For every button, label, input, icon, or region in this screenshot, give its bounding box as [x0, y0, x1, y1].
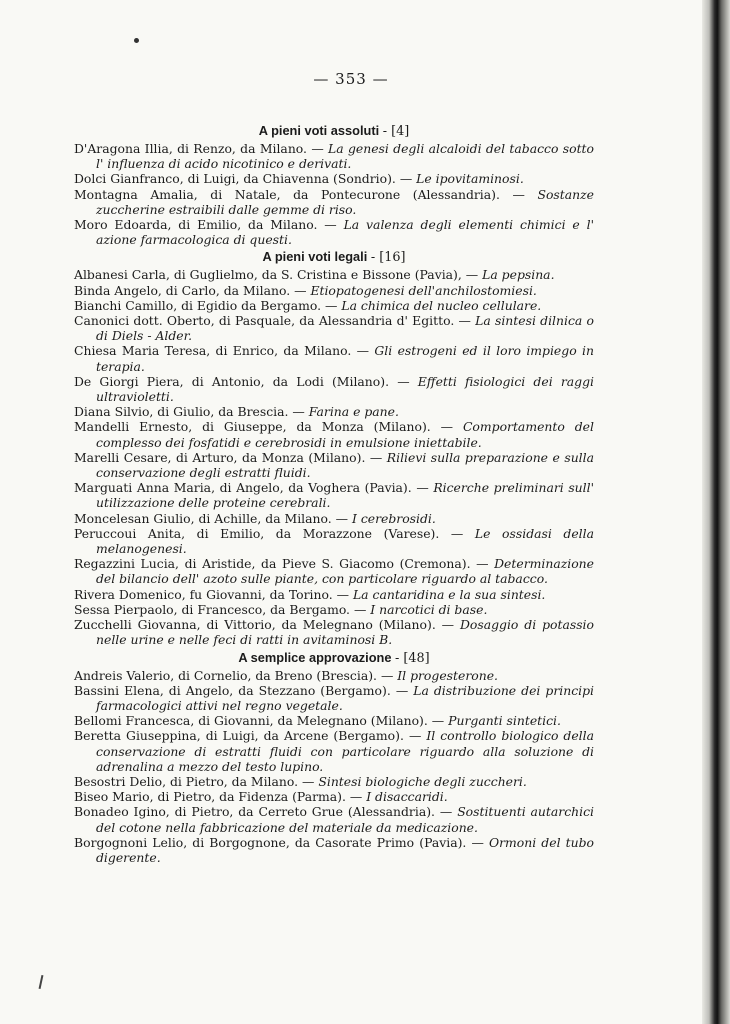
entry-title: La valenza degli elementi chimici e l' azione farmacologica di questi. — [96, 217, 594, 248]
thesis-entry — [74, 683, 594, 713]
entry-dash: — — [380, 667, 394, 683]
entry-author: Marelli Cesare, di Arturo, da Monza (Milano). — [74, 449, 366, 465]
entry-author: Bellomi Francesca, di Giovanni, da Melegnano (Milano). — [74, 713, 428, 729]
entry-title: Effetti fisiologici dei raggi ultravioletti. — [96, 373, 594, 405]
thesis-entry — [74, 187, 594, 217]
entry-author: Albanesi Carla, di Guglielmo, da S. Cristina e Bissone (Pavia), — [74, 267, 462, 283]
section-count: - [16] — [370, 250, 406, 266]
entry-dash: — — [292, 404, 305, 420]
thesis-entry — [74, 774, 594, 789]
entry-title: La genesi degli alcaloidi del tabacco sotto l' influenza di acido nicotinico e derivati. — [96, 141, 594, 172]
entry-title: Farina e pane. — [308, 404, 399, 420]
entry-author: Peruccoui Anita, di Emilio, da Morazzone (Varese). — [74, 525, 440, 541]
entry-title: Rilievi sulla preparazione e sulla conservazione degli estratti fluidi. — [96, 449, 594, 481]
entry-dash: — — [441, 617, 455, 633]
entry-author: Dolci Gianfranco, di Luigi, da Chiavenna (Sondrio). — [74, 171, 396, 187]
section-heading — [74, 649, 594, 667]
entry-dash: — — [395, 682, 409, 698]
entry-dash: — — [399, 171, 413, 187]
entry-dash: — — [471, 834, 484, 850]
entry-title: La pepsina. — [482, 267, 555, 283]
entry-title: La chimica del nucleo cellulare. — [341, 297, 542, 313]
entry-title: Ricerche preliminari sull' utilizzazione delle proteine cerebrali. — [96, 480, 594, 511]
entry-dash: — — [369, 449, 383, 465]
entry-dash: — — [302, 773, 315, 789]
entry-author: Regazzini Lucia, di Aristide, da Pieve S. Giacomo (Cremona). — [74, 556, 471, 572]
entry-dash: — — [356, 343, 370, 359]
entry-dash: — — [440, 419, 454, 435]
thesis-entry — [74, 267, 594, 282]
entry-dash: — — [325, 297, 338, 313]
thesis-entry — [74, 713, 594, 728]
entry-author: Borgognoni Lelio, di Borgognone, da Casorate Primo (Pavia). — [74, 834, 467, 850]
entry-author: Biseo Mario, di Pietro, da Fidenza (Parma). — [74, 789, 346, 805]
thesis-entry — [74, 283, 594, 298]
entry-title: La cantaridina e la sua sintesi. — [352, 586, 546, 602]
ink-speck — [134, 38, 139, 43]
entry-dash: — — [311, 141, 324, 156]
document-body — [74, 121, 594, 865]
entry-author: Mandelli Ernesto, di Giuseppe, da Monza (Milano). — [74, 419, 431, 435]
entry-title: Purganti sintetici. — [448, 713, 561, 729]
entry-author: Canonici dott. Oberto, di Pasquale, da Alessandria d' Egitto. — [74, 313, 455, 329]
entry-dash: — — [349, 789, 363, 805]
entry-author: Bonadeo Igino, di Pietro, da Cerreto Grue (Alessandria). — [74, 804, 435, 820]
entry-dash: — — [408, 728, 422, 744]
entry-author: Rivera Domenico, fu Giovanni, da Torino. — [74, 586, 333, 602]
entry-title: Ormoni del tubo digerente. — [96, 834, 594, 865]
thesis-entry — [74, 141, 594, 171]
thesis-entry — [74, 804, 594, 834]
entry-author: Andreis Valerio, di Cornelio, da Breno (Brescia). — [74, 667, 377, 683]
page-number: — 353 — — [313, 70, 389, 88]
entry-author: Binda Angelo, di Carlo, da Milano. — [74, 282, 291, 298]
entry-author: Bassini Elena, di Angelo, da Stezzano (Bergamo). — [74, 682, 391, 698]
book-spine-shadow — [702, 0, 730, 1024]
thesis-entry — [74, 313, 594, 343]
thesis-entry — [74, 668, 594, 683]
entry-author: Chiesa Maria Teresa, di Enrico, da Milano. — [74, 343, 352, 359]
thesis-entry — [74, 526, 594, 556]
section-heading — [74, 248, 594, 266]
entry-title: Sostanze zuccherine estraibili dalle gemme di riso. — [96, 186, 594, 217]
entry-author: Moncelesan Giulio, di Achille, da Milano. — [74, 510, 332, 526]
thesis-entry — [74, 343, 594, 373]
entry-dash: — — [416, 480, 429, 496]
section-title: A pieni voti assoluti — [258, 123, 380, 138]
thesis-entry — [74, 298, 594, 313]
entry-title: Determinazione del bilancio dell' azoto sulle piante, con particolare riguardo al tabacco. — [96, 556, 594, 587]
entry-dash: — — [512, 186, 525, 202]
entry-title: Il controllo biologico della conservazione di estratti fluidi con particolare riguardo alla soluzione di adrenalina a mezzo del testo lupino. — [96, 728, 594, 774]
section-count: - [48] — [395, 650, 430, 666]
entry-author: Marguati Anna Maria, di Angelo, da Voghera (Pavia). — [74, 480, 412, 496]
entry-dash: — — [465, 267, 479, 283]
entry-title: Dosaggio di potassio nelle urine e nelle feci di ratti in avitaminosi B. — [96, 617, 594, 648]
entry-title: I disaccaridi. — [366, 789, 448, 805]
entry-dash: — — [324, 217, 337, 233]
entry-dash: — — [397, 373, 410, 389]
entry-dash: — — [476, 556, 489, 572]
entry-author: Sessa Pierpaolo, di Francesco, da Bergamo. — [74, 601, 350, 617]
section-count: - [4] — [382, 124, 410, 139]
thesis-entry — [74, 789, 594, 804]
entry-author: Bianchi Camillo, di Egidio da Bergamo. — [74, 297, 322, 313]
thesis-entry — [74, 374, 594, 404]
entry-title: Sintesi biologiche degli zuccheri. — [318, 773, 527, 789]
entry-author: Zucchelli Giovanna, di Vittorio, da Melegnano (Milano). — [74, 617, 436, 633]
entry-title: Il progesterone. — [397, 667, 498, 683]
entry-title: I narcotici di base. — [370, 601, 488, 617]
thesis-entry — [74, 835, 594, 865]
entry-dash: — — [450, 525, 464, 541]
entry-dash: — — [335, 510, 349, 526]
entry-title: Etiopatogenesi dell'anchilostomiesi. — [310, 282, 537, 298]
section-heading — [74, 122, 594, 140]
thesis-entry — [74, 602, 594, 617]
entry-author: D'Aragona Illia, di Renzo, da Milano. — [74, 141, 307, 156]
entry-title: La sintesi dilnica o di Diels - Alder. — [96, 313, 594, 344]
entry-dash: — — [439, 804, 453, 820]
entry-author: Montagna Amalia, di Natale, da Pontecurone (Alessandria). — [74, 186, 500, 202]
entry-title: Gli estrogeni ed il loro impiego in terapia. — [96, 343, 594, 374]
entry-dash: — — [458, 313, 471, 329]
entry-dash: — — [353, 601, 367, 617]
entry-dash: — — [431, 713, 445, 729]
entry-author: De Giorgi Piera, di Antonio, da Lodi (Milano). — [74, 373, 390, 389]
entry-dash: — — [294, 282, 307, 298]
entry-author: Beretta Giuseppina, di Luigi, da Arcene (Bergamo). — [74, 728, 404, 744]
thesis-entry — [74, 404, 594, 419]
thesis-entry — [74, 419, 594, 449]
thesis-entry — [74, 556, 594, 586]
entry-dash: — — [336, 586, 349, 602]
thesis-entry — [74, 617, 594, 647]
thesis-entry — [74, 171, 594, 186]
entry-title: I cerebrosidi. — [351, 510, 436, 526]
thesis-entry — [74, 587, 594, 602]
entry-author: Moro Edoarda, di Emilio, da Milano. — [74, 217, 318, 233]
thesis-entry — [74, 511, 594, 526]
entry-title: Le ipovitaminosi. — [416, 171, 524, 187]
thesis-entry — [74, 217, 594, 247]
entry-title: Le ossidasi della melanogenesi. — [96, 525, 594, 557]
section-title: A pieni voti legali — [262, 249, 368, 265]
thesis-entry — [74, 450, 594, 480]
thesis-entry — [74, 480, 594, 510]
section-title: A semplice approvazione — [238, 649, 392, 665]
entry-author: Besostri Delio, di Pietro, da Milano. — [74, 773, 299, 789]
entry-title: La distribuzione dei principi farmacologici attivi nel regno vegetale. — [96, 682, 594, 713]
entry-title: Comportamento del complesso dei fosfatidi e cerebrosidi in emulsione iniettabile. — [96, 419, 594, 450]
thesis-entry — [74, 728, 594, 774]
entry-author: Diana Silvio, di Giulio, da Brescia. — [74, 404, 289, 420]
entry-title: Sostituenti autarchici del cotone nella fabbricazione del materiale da medicazione. — [96, 804, 594, 835]
